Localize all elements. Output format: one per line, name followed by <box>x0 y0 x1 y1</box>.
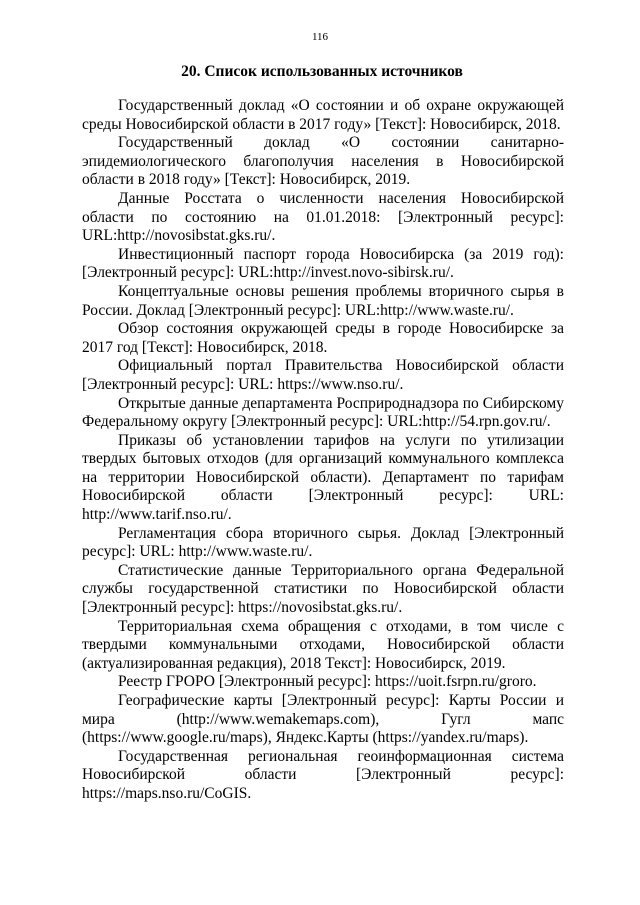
reference-item: Территориальная схема обращения с отходами, в том числе с твердыми коммунальными отходами, Новосибирской области (актуализированная редакция), 2018 Текст]: Новосибирск, 2019. <box>82 617 564 672</box>
section-title: 20. Список использованных источников <box>181 63 463 80</box>
reference-item: Приказы об установлении тарифов на услуги по утилизации твердых бытовых отходов (для организаций коммунального комплекса на территории Новосибирской области). Департамент по тарифам Новосибирской области [Электронный ресурс]: URL: http://www.tarif.nso.ru/. <box>82 431 564 524</box>
reference-item: Инвестиционный паспорт города Новосибирска (за 2019 год): [Электронный ресурс]: URL:http://invest.novo-sibirsk.ru/. <box>82 245 564 282</box>
reference-item: Регламентация сбора вторичного сырья. Доклад [Электронный ресурс]: URL: http://www.waste.ru/. <box>82 524 564 561</box>
reference-item: Реестр ГРОРО [Электронный ресурс]: https://uoit.fsrpn.ru/groro. <box>118 673 537 691</box>
reference-item: Обзор состояния окружающей среды в городе Новосибирске за 2017 год [Текст]: Новосибирск, 2018. <box>82 320 564 356</box>
reference-item: Государственный доклад «О состоянии и об охране окружающей среды Новосибирской области в 2017 году» [Текст]: Новосибирск, 2018. <box>82 97 564 133</box>
reference-list <box>82 97 564 804</box>
reference-item: Географические карты [Электронный ресурс]: Карты России и мира (http://www.wemakemaps.com), Гугл мапс (https://www.google.ru/maps), Яндекс.Карты (https://yandex.ru/maps). <box>82 692 564 747</box>
reference-item: Концептуальные основы решения проблемы вторичного сырья в России. Доклад [Электронный ресурс]: URL:http://www.waste.ru/. <box>82 282 564 319</box>
reference-item: Государственная региональная геоинформационная система Новосибирской области [Электронный ресурс]: https://maps.nso.ru/CoGIS. <box>82 747 564 802</box>
reference-item: Данные Росстата о численности населения Новосибирской области по состоянию на 01.01.2018: [Электронный ресурс]: URL:http://novosibstat.gks.ru/. <box>82 189 564 245</box>
reference-item: Официальный портал Правительства Новосибирской области [Электронный ресурс]: URL: https://www.nso.ru/. <box>82 357 564 393</box>
reference-item: Открытые данные департамента Росприроднадзора по Сибирскому Федеральному округу [Электронный ресурс]: URL:http://54.rpn.gov.ru/. <box>82 394 564 431</box>
reference-item: Государственный доклад «О состоянии санитарно-эпидемиологического благополучия населения в Новосибирской области в 2018 году» [Текст]: Новосибирск, 2019. <box>82 134 564 189</box>
page-number: 116 <box>311 31 329 43</box>
reference-item: Статистические данные Территориального органа Федеральной службы государственной статистики по Новосибирской области [Электронный ресурс]: https://novosibstat.gks.ru/. <box>82 561 564 617</box>
